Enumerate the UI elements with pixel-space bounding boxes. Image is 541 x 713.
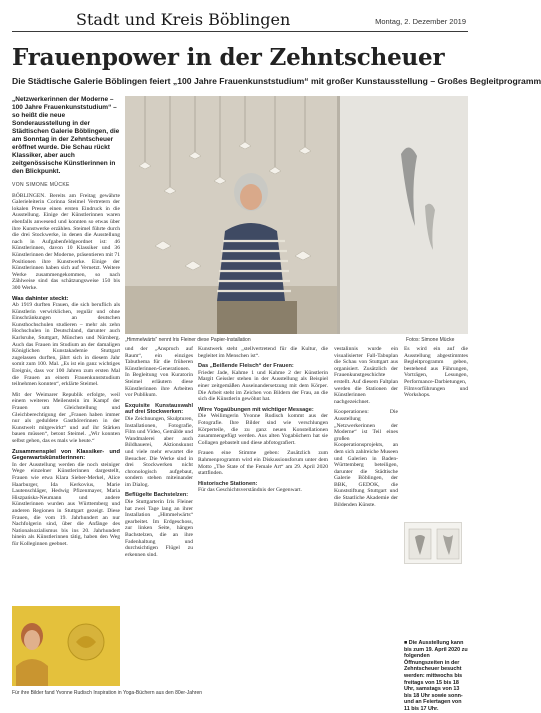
body-column-2 (125, 346, 193, 562)
lead-paragraph: BÖBLINGEN. Bereits am Freitag gewährte Galerieleiterin Corinna Steimel Vertretern der lokalen Presse einen ersten Eindruck in die Ausstellung. Einige der Künstlerinnen waren ebenfalls anwesend und konnten so etwas über ihre Kunstwerke erzählen. Steimel führte durch die drei Stockwerke, in denen die Ausstellung nach in Aufgabenfeldgeordnet ist: 46 Künstlerinnen, davon 10 Klassiker und 36 Künstlerinnen der Moderne, präsentieren mit 71 Positionen ihre Kunstwerke. Einige der Künstlerinnen haben sich auf Vernetzt. Weitere Werke zusammengekommen, so nach Zählweise sind das schätzungsweise 150 bis 300 Werke. (12, 192, 120, 291)
body-column-6 (404, 346, 468, 403)
subheadline: Die Städtische Galerie Böblingen feiert „100 Jahre Frauenkunststudium“ mit großer Kunstausstellung – Großes Begleitprogramm (12, 76, 541, 86)
issue-date: Montag, 2. Dezember 2019 (375, 17, 466, 26)
artist-photo-illustration (12, 606, 120, 686)
paragraph: Die Stuttgarterin Iris Fleiner hat zwei Tage lang an ihrer Installation „Himmelwärts“ gearbeitet. Im Erdgeschoss, zur linken Seite, hängen Bachstelzen, die an ihre Fadenhaltung und durchsichtigen Flügel zu erkennen sind. (125, 499, 193, 558)
paragraph: In der Ausstellung werden die noch steiniger Wege einzelner Künstlerinnen dargestellt, Frauen wie etwa Klara Sieber-Merkel, Alice Haarburger, Ida Kerkovius, Marie Lautenschläger, Hedwig Pfizenmayer, Maria Hiszpańska-Neumann und andere Künstlerinnen wurden aus Württemberg und anderen Regionen in Stuttgart gezeigt. Diese Frauen, die vom 19. Jahrhundert an nur Nachfolgerin sind, über die Anfänge des Nationalsozialismus bis ins 20. Jahrhundert hinein als Künstlerinnen tätig, haben den Weg für Kolleginnen geebnet. (12, 461, 120, 547)
headline: Frauenpower in der Zehntscheuer (12, 44, 445, 71)
paragraph: Die Zeichnungen, Skulpturen, Installationen, Fotografie, Film und Video, Gemälde und Wandmalerei aber auch Bildhauerei, Aktionskunst und viele mehr erwartet die Besucher. Die Werke sind in drei Stockwerken nicht chronologisch aufgebaut, sondern stehen miteinander im Dialog. (125, 415, 193, 488)
artwork-illustration (405, 523, 463, 565)
paragraph: Für das Geschichtsverständnis der Gegenwart. (198, 487, 302, 494)
body-column-5 (334, 346, 398, 512)
inline-heading: Beflügelte Bachstelzen: (125, 492, 189, 499)
inline-heading: Wirre Yogaübungen mit wichtiger Message: (198, 406, 314, 413)
paragraph: Ab 1919 durften Frauen, die sich beruflich als Künstlerin verwirklichen, regulär und ohne Einschränkungen an deutschen Kunsthochschulen studieren – mehr als zehn Hochschulen in Deutschland, darunter auch Karlsruhe, Stuttgart, München und Nürnberg. Auch das Frauen im Studium an der damaligen Königlichen Kunstakademie Stuttgart zugelassen durften, jährt sich in diesem Jahr somit zum 100. Mal. „Es ist ein ganz wichtiges Ereignis, dass vor 100 Jahren zum ersten Mal die Frauen an einem Frauenkunststudium teilnehmen konnten“, erklärte Steimel. (12, 302, 120, 388)
section-title: Stadt und Kreis Böblingen (76, 10, 291, 29)
paragraph: Die Weilimgerin Yvonne Rudisch kommt aus der Fotografie. Ihre Bilder sind wie verschlungen Körperteile, die zu ganz neuen Konstellationen zusammengefügt werden. Aus alten Yogabüchern hat sie Collagen gebastelt und diese abfotografiert. (198, 413, 328, 446)
photo-credit: Fotos: Simone Mücke (406, 337, 455, 343)
subheading-dahinter: Was dahinter steckt: (12, 295, 69, 302)
left-column (12, 96, 120, 551)
artist-photo (12, 606, 120, 686)
section-header (12, 10, 468, 32)
main-photo-illustration (125, 96, 468, 334)
main-photo (125, 96, 468, 334)
subheading-zusammenspiel: Zusammenspiel von Klassiker- und Gegenwartskünstlerinnen: (12, 448, 120, 462)
body-column-3-4 (198, 346, 328, 498)
inline-heading: Historische Stationen: (198, 480, 258, 487)
paragraph: Kunstwerk steht „stellvertretend für die Kultur, die begleitet im Menschen ist“. (198, 346, 328, 359)
article-intro: „Netzwerkerinnen der Moderne – 100 Jahre Frauenkunststudium“ – so heißt die neue Sonderausstellung in der Städtischen Galerie Böblingen, die am Sonntag in der Zehntscheuer eröffnet wurde. Die Schau rückt Klassiker, aber auch zeitgenössische Künstlerinnen in den Blickpunkt. (12, 96, 120, 175)
info-box: ■ Die Ausstellung kann bis zum 19. April 2020 zu folgenden Öffnungszeiten in der Zehntscheuer besucht werden: mittwochs bis freitags von 15 bis 18 Uhr, samstags von 13 bis 18 Uhr sowie sonn- und an Feiertagen von 11 bis 17 Uhr. (404, 640, 468, 712)
paragraph: vestalinnis wurde ein visualisierter Fall-Tabuplan die Schau von Stuttgart aus organisiert. Zusätzlich der Frauenkunstgeschichte erstellt. Auf diesem Faltplan werden die Stationen der Künstlerinnen nachgezeichnet. (334, 346, 398, 405)
paragraph: Mit der Weimarer Republik erfolgte, weil einem weiteren Meilenstein im Kampf der Frauen um Gleichstellung und Gleichberechtigung der „Frauen haben immer nur als geduldete Gasthörerinnen in der Kunstwelt mitgewirkt“ und auf ihr Stärken bauen müssen“, betont Steimel. „Wir konnten selbst gehen, das es mals wie heute.“ (12, 391, 120, 444)
main-photo-caption: „Himmelwärts“ nennt Iris Fleiner diese Papier-Installation (125, 337, 251, 343)
paragraph: Frieder Jade, Kahme 1 und Kahme 2 der Künstlerin Margit Geissler stehen in der Ausstellung als Beispiel einer zeitgemäßen Auseinandersetzung mit dem Körper. Die Arbeit steht im Zeichen von Bildern der Frau, an die sich die Künstlerin gewöhnt hat. (198, 369, 328, 403)
byline: VON SIMONE MÜCKE (12, 182, 70, 188)
paragraph: Kooperationen: Die Ausstellung „Netzwerkerinnen der Moderne“ ist Teil eines großen Kooperationsprojekts, an dem sich zahlreiche Museen und Galerien in Baden-Württemberg beteiligen, darunter die Städtische Galerie Böblingen, der BBK, GEDOK, die Kunststiftung Stuttgart und die Staatliche Akademie der Bildenden Künste. (334, 409, 398, 508)
paragraph: Es wird ein auf die Ausstellung abgestimmtes Begleitprogramm geben, bestehend aus Führungen, Vorträgen, Lesungen, Performance-Darbietungen, Filmvorführungen und Workshops. (404, 346, 468, 399)
paragraph: Frauen eine Stimme geben: Zusätzlich zum Rahmenprogramm wird ein Diskussionsforum unter dem Motto „The State of the Female Art“ am 29. April 2020 stattfinden. (198, 450, 328, 477)
artwork-photo (404, 522, 462, 564)
inline-heading: Exquisite Kunstauswahl auf drei Stockwerken: (125, 402, 193, 416)
paragraph: und der „Anspruch auf Raum“, ein einziges Tabuthema für die früheren Künstlerinnen-Generationen. In Begleitung von Kuratorin Steimel erläutern diese Künstlerinnen ihre Arbeiten vor Publikum. (125, 346, 193, 399)
inline-heading: Das „Beißende Fleisch“ der Frauen: (198, 363, 294, 370)
artist-photo-caption: Für ihre Bilder fand Yvonne Rudisch Inspiration in Yoga-Büchern aus den 80er-Jahren (12, 690, 203, 696)
